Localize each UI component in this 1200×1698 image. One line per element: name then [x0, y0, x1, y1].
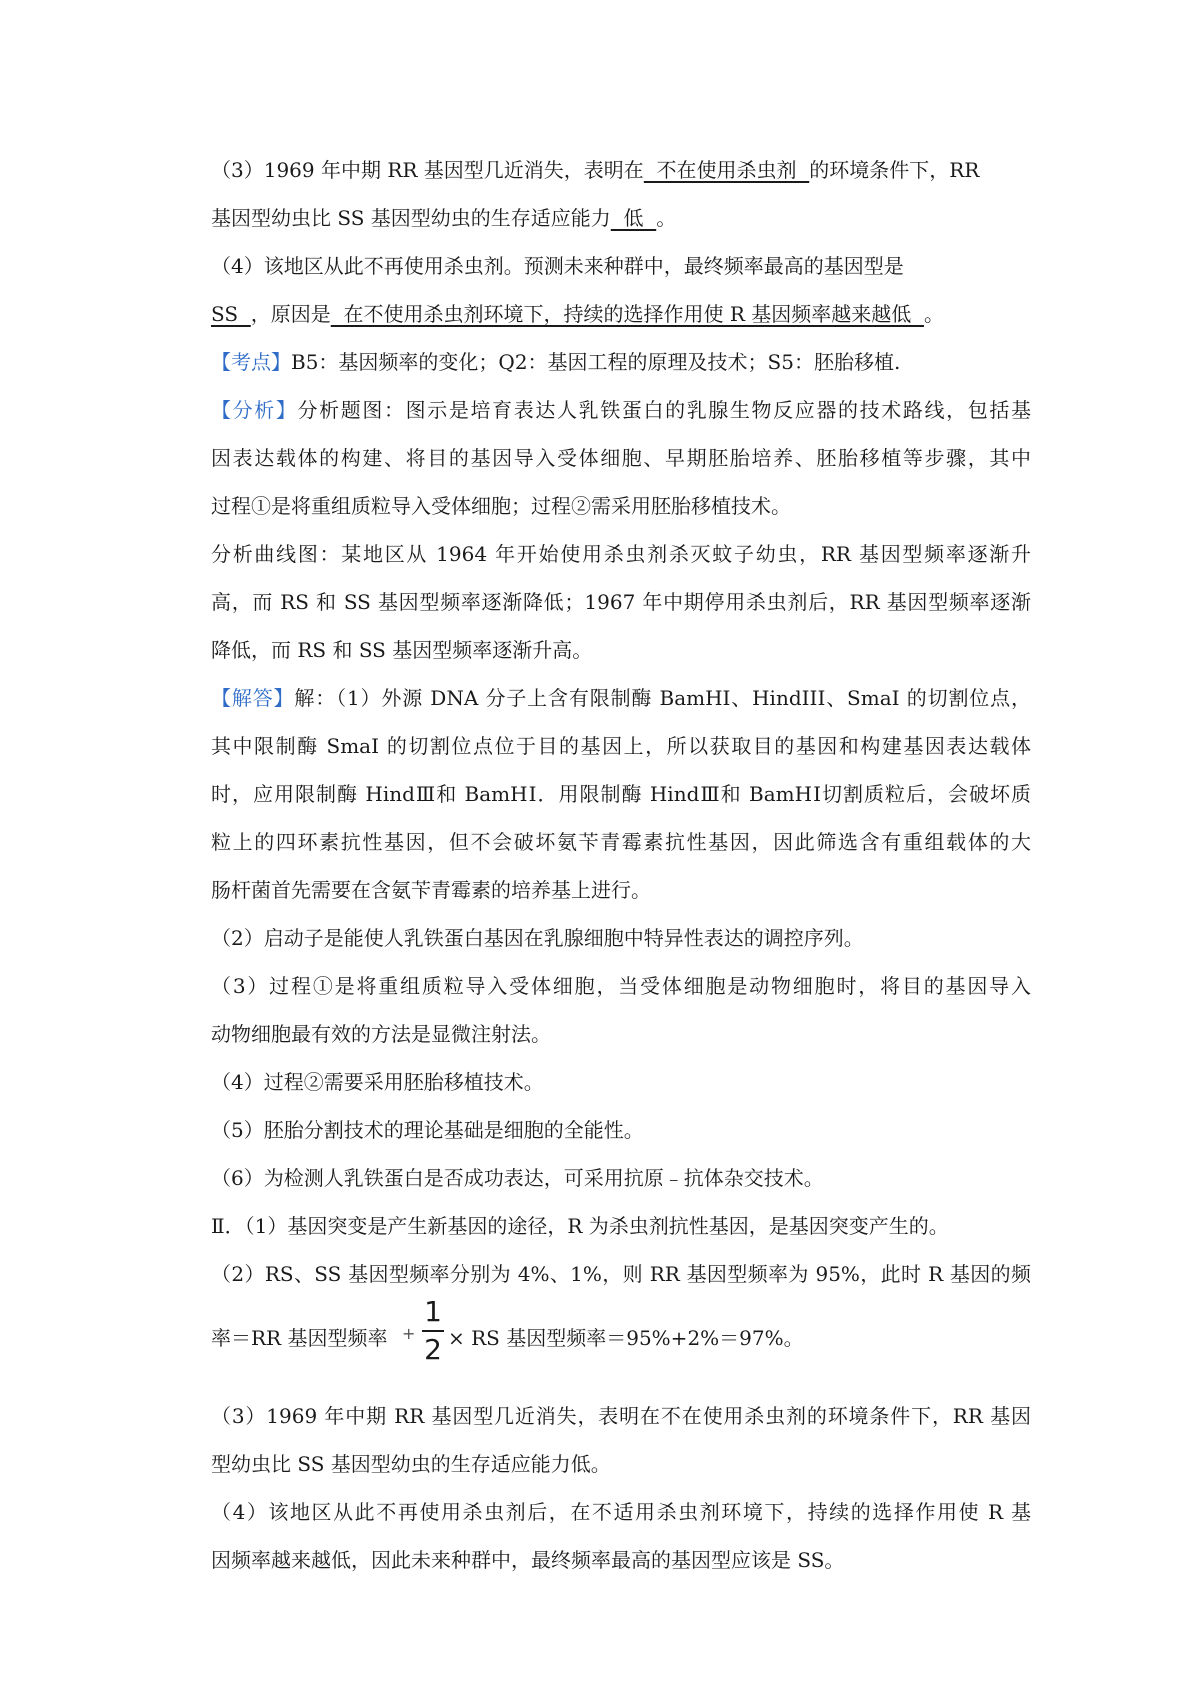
fraction-numerator: 1 [424, 1295, 442, 1328]
q3-answer-blank2: 低 [610, 206, 657, 230]
q4-text-c: 。 [923, 302, 944, 326]
jieda-line12: Ⅱ．（1）基因突变是产生新基因的途径，R 为杀虫剂抗性基因，是基因突变产生的。 [211, 1214, 949, 1238]
jieda-line15: （3）1969 年中期 RR 基因型几近消失，表明在不在使用杀虫剂的环境条件下，RR 基因 [211, 1404, 1031, 1428]
fraction-bar [422, 1330, 444, 1332]
formula-line-right: × RS 基因型频率＝95%+2%＝97%。 [448, 1326, 804, 1350]
jieda-line2: 其中限制酶 SmaI 的切割位点位于目的基因上，所以获取目的基因和构建基因表达载体 [211, 734, 1031, 758]
q4-answer-blank2: 在不使用杀虫剂环境下，持续的选择作用使 R 基因频率越来越低 [330, 302, 924, 326]
jieda-line10: （5）胚胎分割技术的理论基础是细胞的全能性。 [211, 1118, 644, 1142]
q4-answer-blank1: SS [211, 302, 251, 326]
fenxi-line3: 过程①是将重组质粒导入受体细胞；过程②需采用胚胎移植技术。 [211, 494, 791, 518]
jieda-line17: （4）该地区从此不再使用杀虫剂后，在不适用杀虫剂环境下，持续的选择作用使 R 基 [211, 1500, 1031, 1524]
answer-q4-line1 [211, 252, 1031, 280]
jieda-line9: （4）过程②需要采用胚胎移植技术。 [211, 1070, 544, 1094]
kaodian-tag: 【考点】 [211, 350, 291, 374]
q4-text-a: （4）该地区从此不再使用杀虫剂。预测未来种群中，最终频率最高的基因型是 [211, 254, 904, 278]
kaodian-text: B5：基因频率的变化；Q2：基因工程的原理及技术；S5：胚胎移植. [291, 350, 901, 374]
q3-text-c: 基因型幼虫比 SS 基因型幼虫的生存适应能力 [211, 206, 611, 230]
answer-q4-line2 [211, 300, 1031, 328]
fenxi-line4: 分析曲线图：某地区从 1964 年开始使用杀虫剂杀灭蚊子幼虫，RR 基因型频率逐渐升 [211, 542, 1031, 566]
fenxi-line6: 降低，而 RS 和 SS 基因型频率逐渐升高。 [211, 638, 593, 662]
jieda-tag: 【解答】 [211, 686, 295, 710]
answer-q3-line1 [211, 156, 1031, 184]
jieda-line4: 粒上的四环素抗性基因，但不会破坏氨苄青霉素抗性基因，因此筛选含有重组载体的大 [211, 830, 1031, 854]
jieda-line8: 动物细胞最有效的方法是显微注射法。 [211, 1022, 551, 1046]
jieda-line13: （2）RS、SS 基因型频率分别为 4%、1%，则 RR 基因型频率为 95%，此时 R 基因的频 [211, 1262, 1031, 1286]
jieda-line16: 型幼虫比 SS 基因型幼虫的生存适应能力低。 [211, 1452, 611, 1476]
q3-answer-blank1: 不在使用杀虫剂 [643, 158, 810, 182]
fraction-one-half [422, 1296, 444, 1366]
jieda-line1 [211, 684, 1031, 712]
q3-text-d: 。 [656, 206, 677, 230]
q3-text-b: 的环境条件下，RR [809, 158, 980, 182]
answer-q3-line2 [211, 204, 1031, 232]
plus-sign: + [402, 1324, 416, 1343]
fenxi-line2: 因表达载体的构建、将目的基因导入受体细胞、早期胚胎培养、胚胎移植等步骤，其中 [211, 446, 1031, 470]
jieda-line11: （6）为检测人乳铁蛋白是否成功表达，可采用抗原﹣抗体杂交技术。 [211, 1166, 824, 1190]
kaodian-line [211, 348, 1031, 376]
jieda-line3: 时，应用限制酶 HindⅢ和 BamHⅠ．用限制酶 HindⅢ和 BamHⅠ切割质粒后，会破坏质 [211, 782, 1031, 806]
q3-text-a: （3）1969 年中期 RR 基因型几近消失，表明在 [211, 158, 644, 182]
fraction-denominator: 2 [424, 1333, 442, 1366]
formula-line-left: 率＝RR 基因型频率 [211, 1326, 388, 1350]
fenxi-text-1: 分析题图：图示是培育表达人乳铁蛋白的乳腺生物反应器的技术路线，包括基 [297, 398, 1032, 422]
jieda-line6: （2）启动子是能使人乳铁蛋白基因在乳腺细胞中特异性表达的调控序列。 [211, 926, 864, 950]
fenxi-tag: 【分析】 [211, 398, 298, 422]
jieda-line7: （3）过程①是将重组质粒导入受体细胞，当受体细胞是动物细胞时，将目的基因导入 [211, 974, 1031, 998]
jieda-line18: 因频率越来越低，因此未来种群中，最终频率最高的基因型应该是 SS。 [211, 1548, 845, 1572]
fenxi-line5: 高，而 RS 和 SS 基因型频率逐渐降低；1967 年中期停用杀虫剂后，RR 基因型频率逐渐 [211, 590, 1031, 614]
jieda-line5: 肠杆菌首先需要在含氨苄青霉素的培养基上进行。 [211, 878, 651, 902]
q4-text-b: ，原因是 [250, 302, 331, 326]
fenxi-line1 [211, 396, 1031, 424]
jieda-text-1: 解：（1）外源 DNA 分子上含有限制酶 BamHI、HindIII、SmaI 的切割位点， [294, 686, 1031, 710]
